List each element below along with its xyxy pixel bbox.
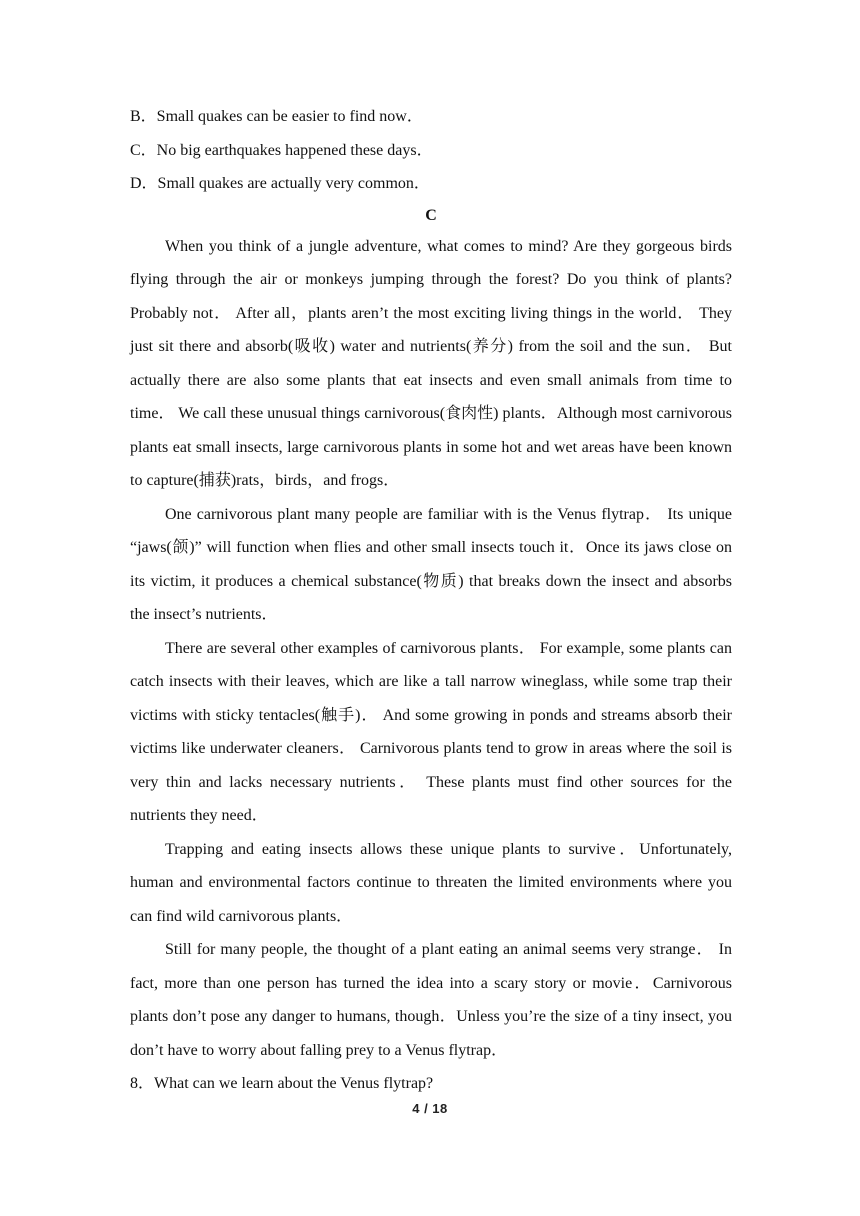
paragraph-venus-flytrap: One carnivorous plant many people are familiar with is the Venus flytrap． Its unique “jaws(颌)” will function when flies and other small insects touch it．Once its jaws close on its victim, it produces a chemical substance(物质) that breaks down the insect and absorbs the insect’s nutrients． (130, 505, 732, 623)
answer-option-d: D．Small quakes are actually very common． (130, 175, 430, 192)
paragraph-conclusion: Still for many people, the thought of a plant eating an animal seems very strange． In fact, more than one person has turned the idea into a scary story or movie．Carnivorous plants don’t pose any danger to humans, though．Unless you’re the size of a tiny insect, you don’t have to worry about falling prey to a Venus flytrap． (130, 941, 733, 1059)
page-number: 4 / 18 (412, 1101, 448, 1116)
paragraph-intro: When you think of a jungle adventure, what comes to mind? Are they gorgeous birds flying through the air or monkeys jumping through the forest? Do you think of plants? Probably not． After all，plants aren’t the most exciting living things in the world． They just sit there and absorb(吸收) water and nutrients(养分) from the soil and the sun． But actually there are also some plants that eat insects and even small animals from time to time． We call these unusual things carnivorous(食肉性) plants．Although most carnivorous plants eat small insects, large carnivorous plants in some hot and wet areas have been known to capture(捕获)rats，birds，and frogs． (130, 237, 732, 489)
page-content (130, 100, 732, 1101)
question-8: 8．What can we learn about the Venus flytrap? (130, 1075, 434, 1092)
answer-option-c: C．No big earthquakes happened these days． (130, 141, 433, 159)
paragraph-other-examples: There are several other examples of carnivorous plants． For example, some plants can catch insects with their leaves, which are like a tall narrow wineglass, while some trap their victims with sticky tentacles(触手)． And some growing in ponds and streams absorb their victims like underwater cleaners． Carnivorous plants tend to grow in areas where the soil is very thin and lacks necessary nutrients． These plants must find other sources for the nutrients they need． (130, 639, 732, 824)
answer-option-b: B．Small quakes can be easier to find now． (130, 108, 423, 125)
paragraph-survival: Trapping and eating insects allows these unique plants to survive．Unfortunately, human and environmental factors continue to threaten the limited environments where you can find wild carnivorous plants． (130, 840, 733, 925)
section-title: C (425, 206, 437, 224)
